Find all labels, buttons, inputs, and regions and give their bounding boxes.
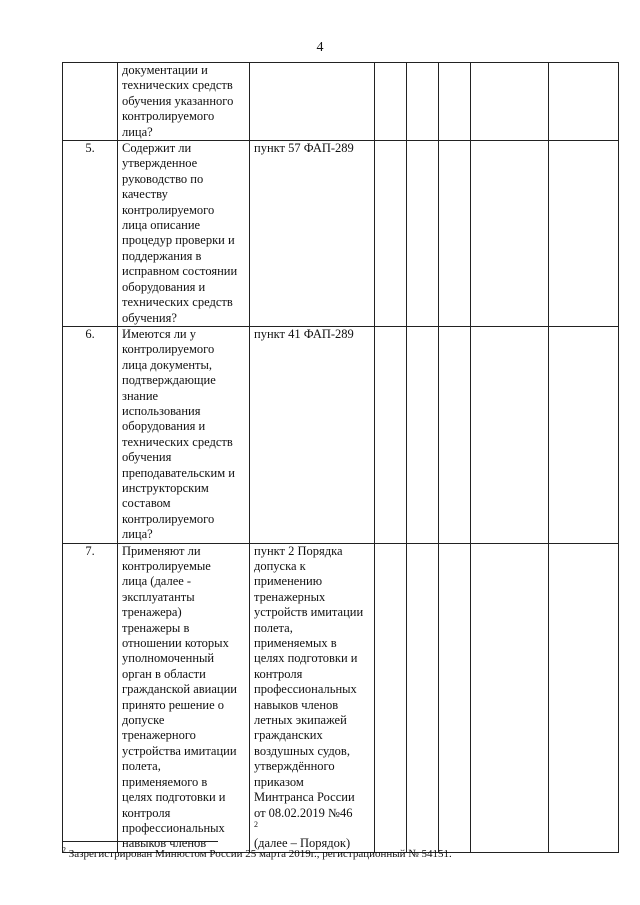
answer-cell xyxy=(407,141,439,327)
answer-cell xyxy=(549,543,619,852)
answer-cell xyxy=(439,141,471,327)
question-text: документации и технических средств обучения указанного контролируемого лица? xyxy=(122,63,234,139)
answer-cell xyxy=(549,63,619,141)
question-text: Содержит ли утвержденное руководство по качеству контролируемого лица описание процедур проверки и поддержания в исправном состоянии оборудования и технических средств обучения? xyxy=(122,141,238,325)
row-number-cell: 7. xyxy=(63,543,118,852)
page-number: 4 xyxy=(316,40,324,55)
answer-cell xyxy=(439,543,471,852)
row-number-cell: 5. xyxy=(63,141,118,327)
table-row xyxy=(63,141,619,327)
question-text: Имеются ли у контролируемого лица документы, подтверждающие знание использования оборудования и технических средств обучения преподавательским и инструкторским составом контролируемого лица? xyxy=(122,326,235,542)
answer-cell xyxy=(471,141,549,327)
reference-text: пункт 2 Порядка допуска к применению тренажерных устройств имитации полета, применяемых в целях подготовки и контроля профессиональных навыков членов летных экипажей гражданских воздушных судов, утверждённого приказом Минтранса России от 08.02.2019 №46 xyxy=(254,543,364,820)
answer-cell xyxy=(471,63,549,141)
answer-cell xyxy=(407,63,439,141)
answer-cell xyxy=(471,543,549,852)
reference-text-tail: (далее – Порядок) xyxy=(254,836,351,851)
checklist-table xyxy=(62,62,619,853)
answer-cell xyxy=(375,326,407,543)
table-row xyxy=(63,63,619,141)
answer-cell xyxy=(407,326,439,543)
answer-cell xyxy=(375,63,407,141)
footnote-text: Зазрегистрирован Минюстом России 25 марта 2019г., регистрационный № 54151. xyxy=(66,848,452,860)
footnote-marker: 2 xyxy=(62,845,66,855)
footnote xyxy=(62,845,452,860)
reference-cell xyxy=(250,326,375,543)
question-text: Применяют ли контролируемые лица (далее - эксплуатанты тренажера) тренажеры в отношении которых уполномоченный орган в области гражданской авиации принято решение о допуске тренажерного устройства имитации полета, применяемого в целях подготовки и контроля профессиональных навыков членов xyxy=(122,543,237,851)
reference-cell xyxy=(250,141,375,327)
footnote-separator xyxy=(62,841,218,842)
question-cell xyxy=(118,326,250,543)
row-number-cell: 6. xyxy=(63,326,118,543)
table-row xyxy=(63,543,619,852)
question-cell xyxy=(118,63,250,141)
answer-cell xyxy=(407,543,439,852)
reference-text: пункт 41 ФАП-289 xyxy=(254,326,354,341)
question-cell xyxy=(118,141,250,327)
reference-cell xyxy=(250,63,375,141)
table-row xyxy=(63,326,619,543)
question-cell xyxy=(118,543,250,852)
answer-cell xyxy=(549,141,619,327)
answer-cell xyxy=(439,63,471,141)
answer-cell xyxy=(439,326,471,543)
answer-cell xyxy=(375,141,407,327)
answer-cell xyxy=(375,543,407,852)
row-number-cell xyxy=(63,63,118,141)
reference-cell xyxy=(250,543,375,852)
footnote-marker: 2 xyxy=(254,819,258,829)
answer-cell xyxy=(471,326,549,543)
reference-text: пункт 57 ФАП-289 xyxy=(254,141,354,156)
answer-cell xyxy=(549,326,619,543)
